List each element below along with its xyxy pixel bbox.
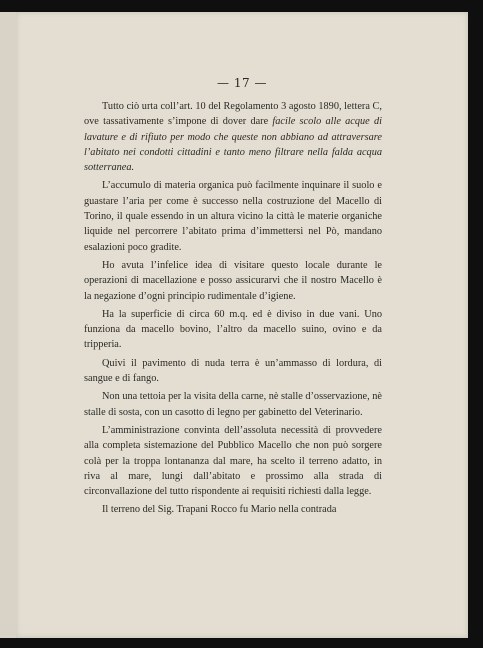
paragraph-6-text: Non una tettoia per la visita della carne, nè stalle d’osservazione, nè stalle di sosta, con un casotto di legno per gabinetto del Veterinario.: [84, 391, 382, 418]
paragraph-5: [84, 356, 382, 387]
document-page: [16, 12, 468, 638]
paragraph-5-text: Quivi il pavimento di nuda terra è un’ammasso di lordura, di sangue e di fango.: [84, 357, 382, 385]
body-text: [84, 99, 382, 521]
paragraph-2-text: L’accumulo di materia organica può facilmente inquinare il suolo e guastare l’aria per come è successo nella costruzione del Macello di Torino, il quale essendo in un altura vicino la città le materie organiche liquide nel percorrere l’abitato prima d’immettersi nel Pò, mandano esalazioni poco gradite.: [84, 180, 382, 253]
paragraph-7-text: L’amministrazione convinta dell’assoluta necessità di provvedere alla completa sistemazione del Pubblico Macello che non può sorgere colà per la troppa lontananza dal mare, ha scelto il terreno adatto, in riva al mare, lungi dall’abitato e prossimo alla strada di circonvallazione del tutto rispondente ai requisiti richiesti dalla legge.: [84, 424, 382, 498]
previous-page-edge: [0, 12, 17, 638]
paragraph-3: [84, 258, 382, 304]
page-number: — 17 —: [217, 76, 267, 90]
paragraph-1-italic: facile scolo alle acque di lavature e di rifiuto per modo che queste non abbiano ad attraversare l’abitato nei condotti cittadini e tanto meno filtrare nella falda acqua sotterranea.: [84, 116, 382, 174]
paragraph-8: [84, 502, 382, 517]
paragraph-7: [84, 423, 382, 499]
paragraph-1-text: Tutto ciò urta coll’art. 10 del Regolamento 3 agosto 1890, lettera C, ove tassativamente s’impone di dover dare: [84, 101, 382, 128]
paragraph-6: [84, 389, 382, 420]
paragraph-4: [84, 307, 382, 353]
paragraph-8-text: Il terreno del Sig. Trapani Rocco fu Mario nella contrada: [102, 504, 337, 516]
paragraph-3-text: Ho avuta l’infelice idea di visitare questo locale durante le operazioni di macellazione e posso assicurarvi che il nostro Macello è la negazione d’ogni principio rudimentale d’igiene.: [84, 259, 382, 302]
paragraph-2: [84, 178, 382, 254]
paragraph-1: [84, 99, 382, 175]
paragraph-4-text: Ha la superficie di circa 60 m.q. ed è diviso in due vani. Uno funziona da macello bovino, l’altro da macello suino, ovino e da tripperia.: [84, 308, 382, 351]
